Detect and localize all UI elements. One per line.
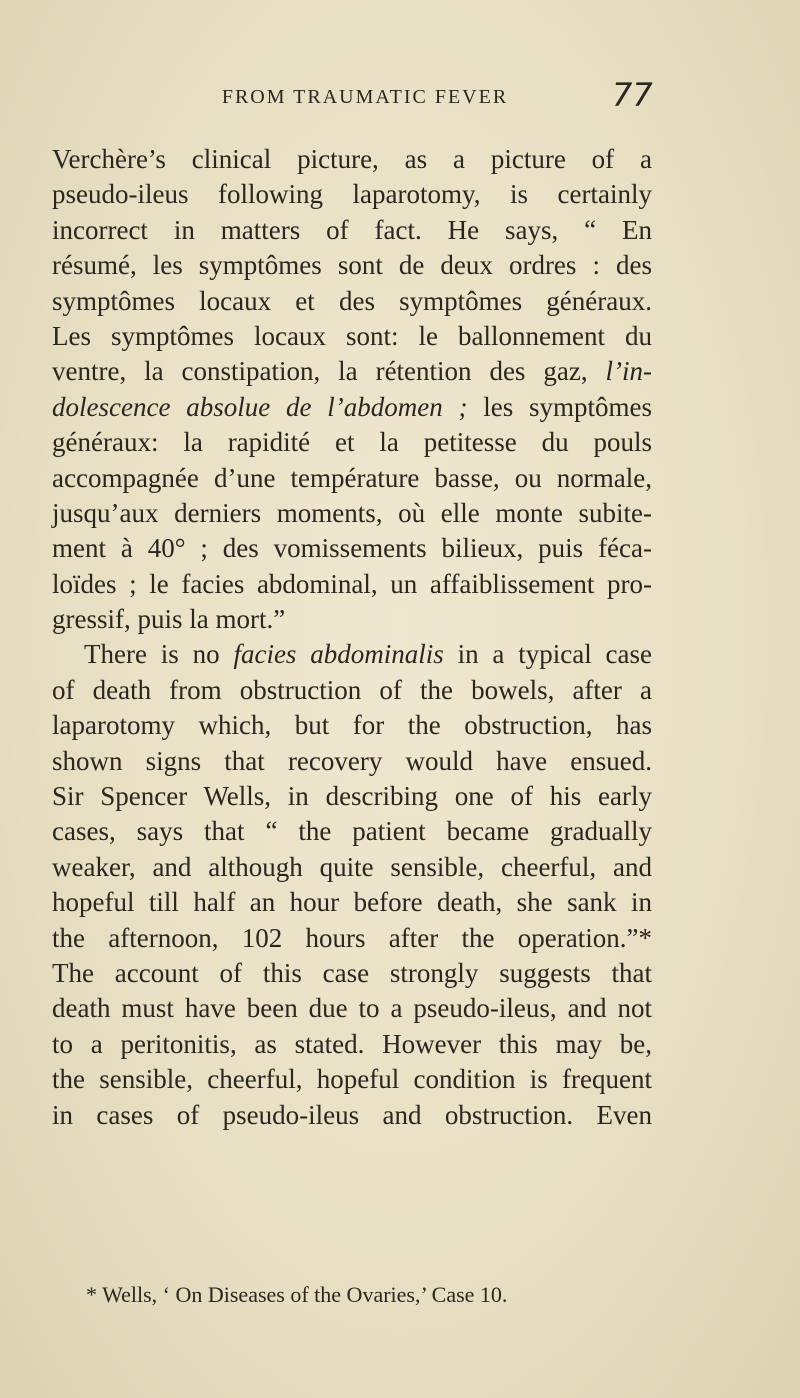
body-text — [52, 142, 652, 1133]
text-line: to a peritonitis, as stated. However this may be, — [52, 1028, 652, 1059]
text-line: loïdes ; le facies abdominal, un affaiblissement pro- — [52, 568, 652, 599]
text-line: hopeful till half an hour before death, she sank in — [52, 887, 652, 918]
text-line: death must have been due to a pseudo-ileus, and not — [52, 993, 652, 1024]
page-number: 77 — [612, 76, 653, 114]
text-line: the afternoon, 102 hours after the operation.”* — [52, 922, 652, 953]
running-head: FROM TRAUMATIC FEVER — [221, 86, 509, 108]
text-line: accompagnée d’une température basse, ou normale, — [52, 462, 652, 493]
text-line: The account of this case strongly suggests that — [52, 957, 652, 988]
text-line: of death from obstruction of the bowels, after a — [52, 674, 652, 705]
text-line: Sir Spencer Wells, in describing one of his early — [52, 781, 652, 812]
text-line: résumé, les symptômes sont de deux ordres : des — [52, 250, 652, 281]
footnote: * Wells, ‘ On Diseases of the Ovaries,’ Case 10. — [86, 1282, 508, 1307]
text-line: laparotomy which, but for the obstruction, has — [52, 710, 652, 741]
text-line: gressif, puis la mort.” — [52, 604, 286, 635]
text-line: symptômes locaux et des symptômes généraux. — [52, 285, 652, 316]
text-line: There is no facies abdominalis in a typical case — [84, 639, 653, 670]
text-line: cases, says that “ the patient became gradually — [52, 816, 652, 847]
text-line: in cases of pseudo-ileus and obstruction. Even — [52, 1099, 652, 1130]
text-line: généraux: la rapidité et la petitesse du pouls — [52, 427, 652, 458]
text-line: weaker, and although quite sensible, cheerful, and — [52, 851, 652, 882]
text-line: shown signs that recovery would have ensued. — [52, 745, 652, 776]
text-line: ventre, la constipation, la rétention des gaz, l’in- — [52, 356, 652, 387]
text-line: pseudo-ileus following laparotomy, is certainly — [52, 179, 652, 210]
text-line: dolescence absolue de l’abdomen ; les symptômes — [52, 391, 653, 422]
text-line: ment à 40° ; des vomissements bilieux, puis féca- — [52, 533, 652, 564]
text-line: Les symptômes locaux sont: le ballonnement du — [52, 320, 652, 351]
text-line: the sensible, cheerful, hopeful condition is frequent — [52, 1064, 652, 1095]
text-line: jusqu’aux derniers moments, où elle monte subite- — [52, 497, 652, 528]
text-line: incorrect in matters of fact. He says, “ En — [52, 214, 652, 245]
text-line: Verchère’s clinical picture, as a picture of a — [52, 144, 652, 174]
